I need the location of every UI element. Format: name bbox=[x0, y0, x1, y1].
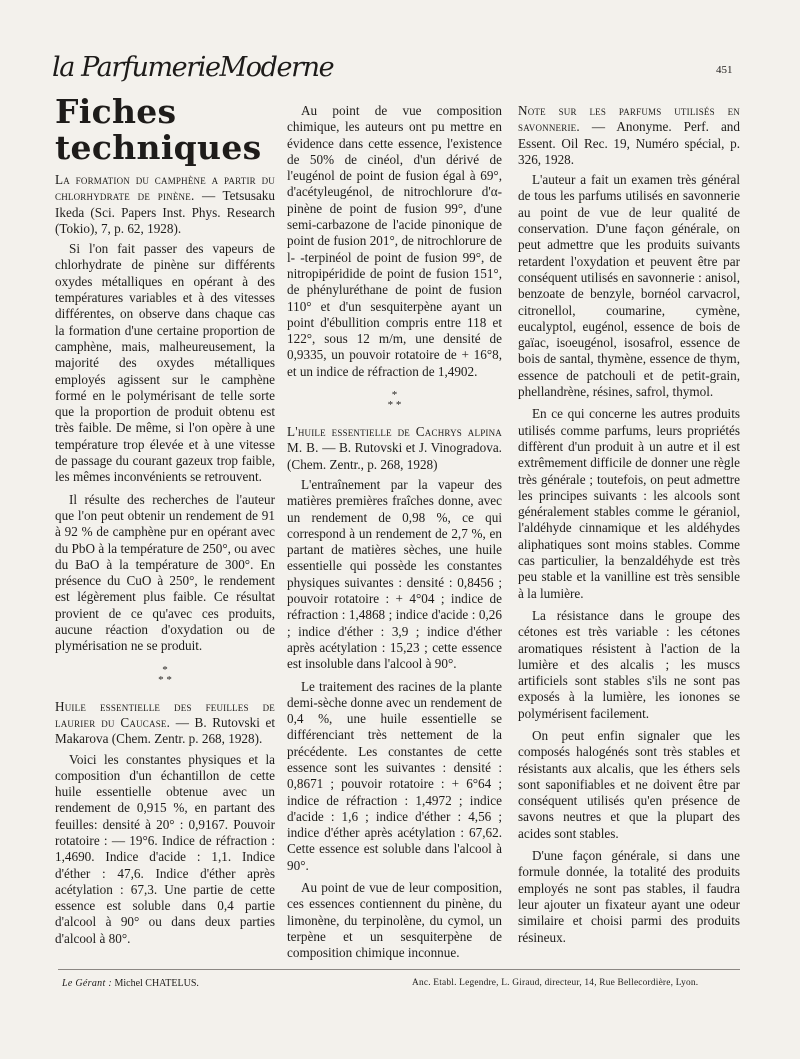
paragraph: Voici les constantes physiques et la composition d'un échantillon de cette huile essentielle obtenue avec un rendement de 0,915 %, en partant des feuilles: densité à 20° : 0,9167. Pouvoir rotatoire : — 19°6. Indice de réfraction : 1,4690. Indice d'acide : 1,1. Indice d'éther : 47,6. Indice d'éther après acétylation : 67,3. Une partie de cette essence est soluble dans 0,4 partie d'alcool à 90° ou dans deux parties d'alcool à 80°. bbox=[55, 751, 275, 946]
section-separator bbox=[287, 390, 502, 410]
paragraph: Il résulte des recherches de l'auteur que l'on peut obtenir un rendement de 91 à 92 % de camphène pur en opérant avec du PbO à la température de 250°, ou avec du BaO à la température de 300°. En présence du CuO à 250°, le rendement est légèrement plus faible. Ce résultat provient de ce qu'avec ces produits, aucune réaction d'oxydation ou de plymérisation ne se produit. bbox=[55, 491, 275, 654]
separator-star: * bbox=[391, 389, 398, 402]
page-number: 451 bbox=[716, 64, 733, 76]
masthead-logo: la ParfumerieModerne bbox=[52, 52, 334, 83]
separator-stars: * * bbox=[158, 673, 172, 686]
footer-printer: Anc. Etabl. Legendre, L. Giraud, directeur, 14, Rue Bellecordière, Lyon. bbox=[412, 978, 699, 988]
paragraph: En ce qui concerne les autres produits utilisés comme parfums, leurs propriétés diffèrent d'un produit à un autre et il est extrêmement difficile de donner une règle très générale ; toutefois, on peut admettre les principes suivants : les alcools sont généralement stables comme le géraniol, l'aldéhyde cinnamique et les aldéhydes aliphatiques sont moins stables. Comme cas particulier, la benzaldéhyde est très peu stable et la vanilline est très sensible à la lumière. bbox=[518, 406, 740, 601]
page-title: Fiches techniques bbox=[55, 92, 262, 167]
article-title: Note sur les parfums utilisés en savonnerie. bbox=[518, 103, 740, 135]
section-separator bbox=[55, 665, 275, 685]
article-title: L'huile essentielle de Cachrys alpina M. B. bbox=[287, 424, 502, 456]
article-citation: — Tetsusaku Ikeda (Sci. Papers Inst. Phys. Research (Tokio), 7, p. 62, 1928). bbox=[55, 188, 275, 236]
column-3 bbox=[518, 103, 740, 946]
paragraph: L'entraînement par la vapeur des matières premières fraîches donne, avec un rendement de 0,98 %, ce qui correspond à un rendement de 2,7 %, en partant de matières sèches, une huile essentielle qui possède les constantes physiques suivantes : densité : 0,8456 ; pouvoir rotatoire : + 4°04 ; indice de réfraction : 1,4868 ; indice d'acide : 0,26 ; indice d'éther : 3,9 ; indice d'éther après acétylation : 15,23 ; cette essence est insoluble dans l'alcool à 90°. bbox=[287, 476, 502, 672]
paragraph: D'une façon générale, si dans une formule donnée, la totalité des produits employés ne sont pas stables, il faudra leur ajouter un fixateur ayant une odeur similaire et choisi parmi des produits résineux. bbox=[518, 848, 740, 945]
article-citation: — Anonyme. Perf. and Essent. Oil Rec. 19, Numéro spécial, p. 326, 1928. bbox=[518, 119, 740, 167]
paragraph: Si l'on fait passer des vapeurs de chlorhydrate de pinène sur différents oxydes métalliques en opérant à des températures variables et à des vitesses différentes, on observe dans chaque cas la formation d'une certaine proportion de camphène, mais, malheureusement, la majorité des oxydes métalliques employés agissent sur le camphène formé en le polymérisant de telle sorte que la proportion de produit obtenu est très faible. De même, si l'on opère à une température trop élevée et à une vitesse de passage du courant gazeux trop faible, les mêmes inconvénients se retrouvent. bbox=[55, 241, 275, 485]
article-citation: — B. Rutovski et Makarova (Chem. Zentr. p. 268, 1928). bbox=[55, 714, 275, 747]
footer-label: Le Gérant : bbox=[62, 978, 112, 989]
footer-name: Michel CHATELUS. bbox=[111, 978, 199, 989]
separator-star: * bbox=[162, 663, 168, 676]
paragraph: Au point de vue composition chimique, les auteurs ont pu mettre en évidence dans cette essence, l'existence de 50% de cinéol, d'un dérivé de l'eugénol de point de fusion égal à 69°, d'acétyleugénol, de nitrochlorure d'α-pinène de point de fusion 99°, d'une semi-carbazone de l'acide pinonique de point de fusion 201°, de nitrochlorure de l- -terpinéol de point de fusion 99°, de nitropipéridide de point de fusion 151°, de phényluréthane de point de fusion 110° et d'un sesquiterpène ayant un point d'ébullition compris entre 118 et 122°, sous 12 m/m, une densité de 0,9335, un pouvoir rotatoire de + 16°8, et un indice de réfraction de 1,4902. bbox=[287, 103, 502, 379]
paragraph: Au point de vue de leur composition, ces essences contiennent du pinène, du limonène, du terpinolène, du cymol, un terpène et un sesquiterpène de composition chimique inconnue. bbox=[287, 880, 502, 961]
separator-stars: * * bbox=[387, 399, 402, 412]
article-heading bbox=[55, 699, 275, 748]
article-title: Huile essentielle des feuilles de laurier du Caucase. bbox=[55, 698, 275, 730]
paragraph: On peut enfin signaler que les composés halogénés sont très stables et résistants aux alcalis, que les éthers sels sont saponifiables et ne doivent être par conséquent utilisés qu'en présence de savons neutres et que la plupart des acides sont stables. bbox=[518, 727, 740, 841]
column-2 bbox=[287, 103, 502, 962]
article-heading bbox=[55, 172, 275, 237]
paragraph: Le traitement des racines de la plante demi-sèche donne avec un rendement de 0,4 %, une huile essentielle se différenciant très nettement de la précédente. Les constantes de cette essence sont les suivantes : densité : 0,8671 ; pouvoir rotatoire : + 6°64 ; indice de réfraction : 1,4972 ; indice d'acide : 1,6 ; indice d'éther : 4,56 ; indice d'éther après acétylation : 67,62. Cette essence est soluble dans l'alcool à 90°. bbox=[287, 678, 502, 873]
paragraph: La résistance dans le groupe des cétones est très variable : les cétones aromatiques résistent à l'action de la lumière et des alcalis ; les muscs artificiels sont stables s'ils ne sont pas exposés à la lumière, les ionones se polymérisent facilement. bbox=[518, 607, 740, 721]
article-citation: — B. Rutovski et J. Vinogradova. (Chem. Zentr., p. 268, 1928) bbox=[287, 440, 502, 472]
article-heading bbox=[287, 424, 502, 473]
footer-publisher bbox=[62, 978, 199, 989]
article-heading bbox=[518, 103, 740, 168]
article-title: La formation du camphène a partir du chlorhydrate de pinène. bbox=[55, 172, 275, 204]
paragraph: L'auteur a fait un examen très général de tous les parfums utilisés en savonnerie au point de vue de leur qualité de conservation. D'une façon générale, on peut admettre que les produits suivants retardent l'oxydation et peuvent être par conséquent utilisés en savonnerie : anisol, benzoate de benzyle, bornéol carvacrol, citronellol, coumarine, cymène, eucalyptol, eugénol, essence de bois de gaïac, isoeugénol, isosafrol, essence de bois de santal, thymène, essence de thym, essence de patchouli et de petit-grain, phellandrène, résines, safrol, thymol. bbox=[518, 172, 740, 400]
column-1 bbox=[55, 94, 275, 947]
footer-divider bbox=[58, 969, 740, 970]
